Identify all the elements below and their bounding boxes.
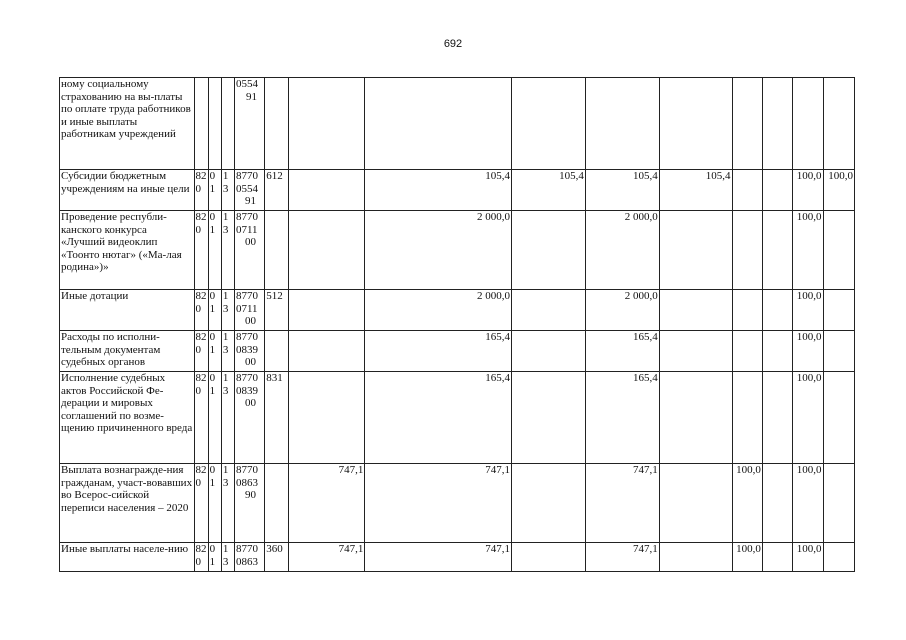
percent-federal-cell xyxy=(823,464,855,543)
target-article-part: 0839 xyxy=(235,343,258,356)
subsection-code-cell: 13 xyxy=(221,290,234,331)
approved-amount-cell xyxy=(288,170,365,211)
expense-type-cell xyxy=(265,331,288,372)
target-article-cell xyxy=(234,211,264,290)
percent-refined-cell: 100,0 xyxy=(793,331,823,372)
executed-amount-cell: 747,1 xyxy=(585,464,659,543)
executed-federal-cell xyxy=(659,372,732,464)
percent-refined-cell: 100,0 xyxy=(793,211,823,290)
subsection-code-cell xyxy=(221,78,234,170)
table-row xyxy=(60,372,855,464)
percent-extra-cell xyxy=(762,331,792,372)
table-row xyxy=(60,543,855,572)
refined-amount-cell: 2 000,0 xyxy=(365,290,512,331)
ministry-code-cell: 820 xyxy=(194,211,208,290)
table-row xyxy=(60,464,855,543)
target-article-part: 0554 xyxy=(235,182,258,195)
subsection-code-cell: 13 xyxy=(221,170,234,211)
approved-amount-cell: 747,1 xyxy=(288,543,365,572)
federal-amount-cell xyxy=(512,78,586,170)
executed-amount-cell: 2 000,0 xyxy=(585,290,659,331)
approved-amount-cell xyxy=(288,331,365,372)
table-row xyxy=(60,211,855,290)
federal-amount-cell: 105,4 xyxy=(512,170,586,211)
target-article-cell xyxy=(234,331,264,372)
expense-type-cell: 831 xyxy=(265,372,288,464)
subsection-code-cell: 13 xyxy=(221,464,234,543)
target-article-part: 8770 xyxy=(235,331,258,343)
table-row xyxy=(60,170,855,211)
target-article-part: 0711 xyxy=(235,302,258,315)
expense-name-cell: Выплата вознагражде-ния гражданам, участ-вовавших во Всерос-сийской переписи населения – 2020 xyxy=(60,464,195,543)
percent-federal-cell xyxy=(823,290,855,331)
refined-amount-cell: 165,4 xyxy=(365,331,512,372)
percent-approved-cell xyxy=(732,331,762,372)
expense-type-cell xyxy=(265,211,288,290)
percent-extra-cell xyxy=(762,464,792,543)
percent-federal-cell xyxy=(823,211,855,290)
section-code-cell: 01 xyxy=(208,170,221,211)
table-row xyxy=(60,290,855,331)
subsection-code-cell: 13 xyxy=(221,372,234,464)
federal-amount-cell xyxy=(512,464,586,543)
section-code-cell: 01 xyxy=(208,543,221,572)
expense-name-cell: ному социальному страхованию на вы-платы по оплате труда работников и иные выплаты работникам учреждений xyxy=(60,78,195,170)
federal-amount-cell xyxy=(512,290,586,331)
approved-amount-cell: 747,1 xyxy=(288,464,365,543)
percent-extra-cell xyxy=(762,78,792,170)
executed-federal-cell xyxy=(659,464,732,543)
target-article-cell xyxy=(234,170,264,211)
expense-name-cell: Субсидии бюджетным учреждениям на иные цели xyxy=(60,170,195,211)
expense-type-cell: 612 xyxy=(265,170,288,211)
executed-federal-cell xyxy=(659,331,732,372)
ministry-code-cell: 820 xyxy=(194,290,208,331)
target-article-part: 0839 xyxy=(235,384,258,397)
percent-approved-cell xyxy=(732,372,762,464)
percent-approved-cell xyxy=(732,211,762,290)
target-article-part: 00 xyxy=(244,356,256,369)
executed-amount-cell: 165,4 xyxy=(585,372,659,464)
budget-table xyxy=(59,77,855,572)
refined-amount-cell: 165,4 xyxy=(365,372,512,464)
section-code-cell xyxy=(208,78,221,170)
percent-refined-cell: 100,0 xyxy=(793,372,823,464)
refined-amount-cell: 747,1 xyxy=(365,464,512,543)
refined-amount-cell xyxy=(365,78,512,170)
target-article-part: 0863 xyxy=(235,555,258,568)
executed-amount-cell: 105,4 xyxy=(585,170,659,211)
target-article-part: 00 xyxy=(244,236,256,249)
target-article-cell xyxy=(234,78,264,170)
section-code-cell: 01 xyxy=(208,290,221,331)
expense-name-cell: Проведение республи-канского конкурса «Лучший видеоклип «Тоонто нютаг» («Ма-лая родина»)» xyxy=(60,211,195,290)
executed-federal-cell xyxy=(659,211,732,290)
target-article-part: 8770 xyxy=(235,464,258,476)
ministry-code-cell: 820 xyxy=(194,170,208,211)
target-article-part: 8770 xyxy=(235,372,258,384)
ministry-code-cell: 820 xyxy=(194,372,208,464)
target-article-part: 00 xyxy=(244,397,256,410)
target-article-part: 8770 xyxy=(235,290,258,302)
expense-name-cell: Расходы по исполни-тельным документам судебных органов xyxy=(60,331,195,372)
target-article-part: 0711 xyxy=(235,223,258,236)
refined-amount-cell: 2 000,0 xyxy=(365,211,512,290)
subsection-code-cell: 13 xyxy=(221,211,234,290)
executed-amount-cell xyxy=(585,78,659,170)
percent-approved-cell: 100,0 xyxy=(732,543,762,572)
target-article-part: 90 xyxy=(244,489,256,502)
expense-type-cell: 360 xyxy=(265,543,288,572)
percent-extra-cell xyxy=(762,543,792,572)
percent-refined-cell: 100,0 xyxy=(793,464,823,543)
executed-federal-cell xyxy=(659,290,732,331)
executed-amount-cell: 2 000,0 xyxy=(585,211,659,290)
subsection-code-cell: 13 xyxy=(221,543,234,572)
ministry-code-cell: 820 xyxy=(194,464,208,543)
target-article-part: 00 xyxy=(244,315,256,328)
expense-name-cell: Исполнение судебных актов Российской Фе-дерации и мировых соглашений по возме-щению причиненного вреда xyxy=(60,372,195,464)
expense-name-cell: Иные дотации xyxy=(60,290,195,331)
section-code-cell: 01 xyxy=(208,331,221,372)
percent-federal-cell xyxy=(823,372,855,464)
percent-federal-cell xyxy=(823,78,855,170)
ministry-code-cell: 820 xyxy=(194,331,208,372)
percent-federal-cell: 100,0 xyxy=(823,170,855,211)
percent-refined-cell: 100,0 xyxy=(793,170,823,211)
target-article-cell xyxy=(234,372,264,464)
federal-amount-cell xyxy=(512,211,586,290)
target-article-part: 8770 xyxy=(235,170,258,182)
target-article-part: 8770 xyxy=(235,211,258,223)
section-code-cell: 01 xyxy=(208,372,221,464)
percent-approved-cell xyxy=(732,290,762,331)
target-article-cell xyxy=(234,290,264,331)
ministry-code-cell xyxy=(194,78,208,170)
approved-amount-cell xyxy=(288,372,365,464)
executed-federal-cell xyxy=(659,543,732,572)
percent-extra-cell xyxy=(762,290,792,331)
federal-amount-cell xyxy=(512,331,586,372)
percent-federal-cell xyxy=(823,331,855,372)
subsection-code-cell: 13 xyxy=(221,331,234,372)
percent-extra-cell xyxy=(762,211,792,290)
table-row xyxy=(60,331,855,372)
percent-extra-cell xyxy=(762,372,792,464)
percent-refined-cell xyxy=(793,78,823,170)
target-article-part: 0554 xyxy=(235,78,258,90)
section-code-cell: 01 xyxy=(208,211,221,290)
target-article-part: 0863 xyxy=(235,476,258,489)
target-article-cell xyxy=(234,543,264,572)
percent-approved-cell xyxy=(732,170,762,211)
approved-amount-cell xyxy=(288,290,365,331)
page-number: 692 xyxy=(443,38,463,50)
expense-name-cell: Иные выплаты населе-нию xyxy=(60,543,195,572)
federal-amount-cell xyxy=(512,372,586,464)
expense-type-cell: 512 xyxy=(265,290,288,331)
percent-approved-cell xyxy=(732,78,762,170)
ministry-code-cell: 820 xyxy=(194,543,208,572)
executed-federal-cell xyxy=(659,78,732,170)
percent-approved-cell: 100,0 xyxy=(732,464,762,543)
table-row xyxy=(60,78,855,170)
expense-type-cell xyxy=(265,78,288,170)
refined-amount-cell: 747,1 xyxy=(365,543,512,572)
approved-amount-cell xyxy=(288,78,365,170)
expense-type-cell xyxy=(265,464,288,543)
executed-amount-cell: 165,4 xyxy=(585,331,659,372)
percent-refined-cell: 100,0 xyxy=(793,290,823,331)
section-code-cell: 01 xyxy=(208,464,221,543)
percent-refined-cell: 100,0 xyxy=(793,543,823,572)
approved-amount-cell xyxy=(288,211,365,290)
target-article-cell xyxy=(234,464,264,543)
executed-amount-cell: 747,1 xyxy=(585,543,659,572)
target-article-part: 91 xyxy=(245,90,257,103)
refined-amount-cell: 105,4 xyxy=(365,170,512,211)
target-article-part: 91 xyxy=(244,195,256,208)
percent-extra-cell xyxy=(762,170,792,211)
percent-federal-cell xyxy=(823,543,855,572)
executed-federal-cell: 105,4 xyxy=(659,170,732,211)
target-article-part: 8770 xyxy=(235,543,258,555)
federal-amount-cell xyxy=(512,543,586,572)
